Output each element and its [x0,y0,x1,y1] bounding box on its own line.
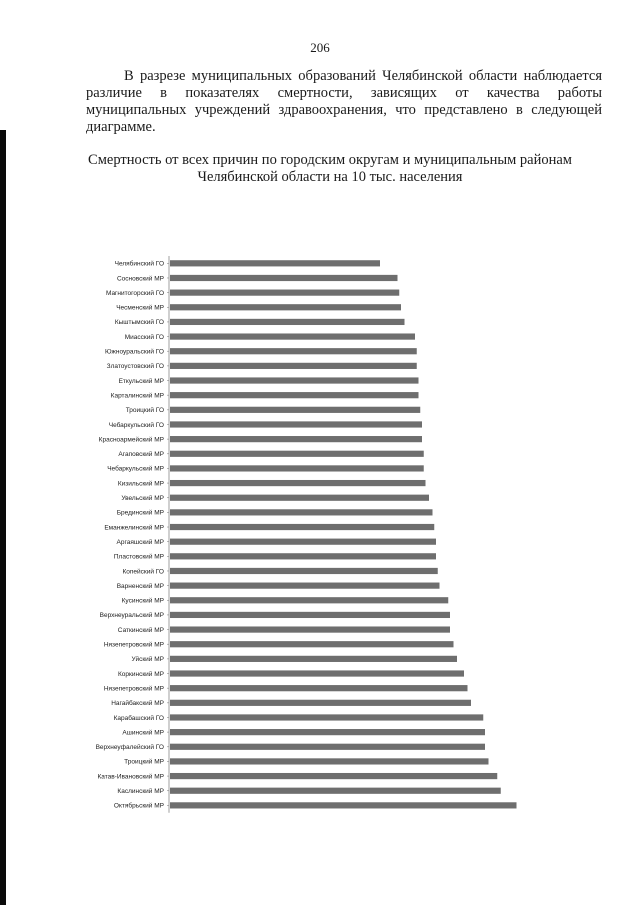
category-label: Верхнеуфалейский ГО [95,744,164,752]
bar [170,626,450,632]
category-label: Катав-Ивановский МР [97,773,164,781]
category-label: Чебаркульский ГО [108,421,164,429]
category-label: Кыштымский ГО [114,319,164,327]
category-label: Красноармейский МР [98,436,164,444]
category-label: Копейский ГО [122,568,164,576]
bar [170,568,438,574]
category-label: Ашинский МР [122,729,164,737]
category-label: Уйский МР [131,656,164,664]
bar [170,333,415,339]
bar [170,480,426,486]
category-label: Агаповский МР [118,451,164,459]
bar [170,656,457,662]
bar [170,583,440,589]
bar [170,524,434,530]
chart-title: Смертность от всех причин по городским округам и муниципальным районам Челябинской области на 10 тыс. населения [88,152,572,185]
category-label: Нагайбакский МР [111,700,164,708]
bar [170,758,489,764]
bar [170,700,471,706]
bars [170,260,517,808]
bar [170,744,485,750]
bar [170,685,468,691]
category-label: Брединский МР [116,509,164,517]
category-label: Сосновский МР [116,275,164,283]
bar [170,451,424,457]
bar [170,773,497,779]
category-label: Увельский МР [121,495,164,503]
category-label: Магнитогорский ГО [105,289,164,297]
bar [170,421,422,427]
category-label: Аргаяшский МР [116,538,164,546]
bar [170,539,436,545]
bar [170,275,398,281]
category-label: Троицкий ГО [125,407,164,415]
category-label: Кизильский МР [117,480,164,488]
category-label: Пластовский МР [113,553,164,561]
category-label: Троицкий МР [124,758,164,766]
bar [170,348,417,354]
category-label: Карабашский ГО [113,714,164,722]
bar [170,729,485,735]
bar [170,392,419,398]
bar [170,612,450,618]
category-label: Коркинский МР [118,670,164,678]
bar [170,260,380,266]
bar [170,670,464,676]
category-label: Миасский ГО [124,333,164,341]
category-label: Еманжелинский МР [104,524,164,532]
bar [170,465,424,471]
category-label: Златоустовский ГО [106,363,164,371]
bar [170,319,405,325]
bar [170,788,501,794]
bar [170,553,436,559]
bar [170,377,419,383]
bar [170,436,422,442]
bar [170,509,433,515]
category-label: Чебаркульский МР [107,465,164,473]
intro-paragraph: В разрезе муниципальных образований Челябинской области наблюдается различие в показателях смертности, зависящих от качества работы муниципальных учреждений здравоохранения, что представлено в следующей диаграмме. [86,68,602,135]
category-label: Еткульский МР [118,377,164,385]
category-label: Варненский МР [116,582,164,590]
category-label: Южноуральский ГО [104,348,164,356]
bar [170,407,420,413]
bar [170,290,399,296]
category-label: Верхнеуральский МР [99,612,164,620]
bar [170,363,417,369]
bar [170,802,517,808]
bar [170,304,401,310]
category-label: Нязепетровский МР [103,641,164,649]
bar [170,495,429,501]
category-label: Кусинский МР [121,597,164,605]
page-number: 206 [310,40,330,55]
category-label: Нязепетровский МР [103,685,164,693]
category-label: Каслинский МР [117,788,164,796]
category-label: Октябрьский МР [113,802,164,810]
category-label: Челябинский ГО [114,260,164,268]
bar [170,641,454,647]
category-label: Саткинский МР [117,626,164,634]
category-labels [96,260,169,810]
bar [170,714,483,720]
category-label: Чесменский МР [116,304,164,312]
bar [170,597,448,603]
category-label: Карталинский МР [110,392,164,400]
